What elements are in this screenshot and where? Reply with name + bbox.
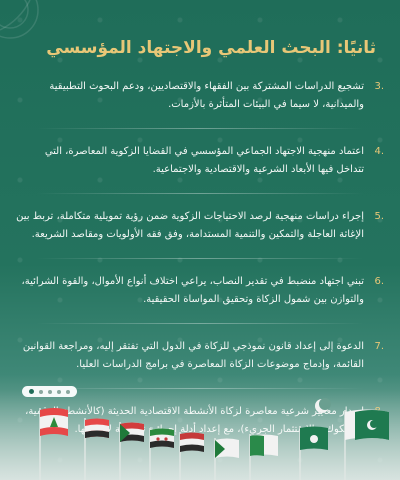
divider bbox=[36, 323, 364, 324]
flag-egypt-icon bbox=[85, 419, 109, 439]
item-text: اعتماد منهجية الاجتهاد الجماعي المؤسسي في القضايا الزكوية المعاصرة، التي تتداخل فيها الأبعاد الشرعية والاقتصادية والاجتماعية. bbox=[44, 146, 364, 175]
item-text: تبني اجتهاد منضبط في تقدير النصاب، يراعي اختلاف أنواع الأموال، والقوة الشرائية، والتوازن بين شمول الزكاة وتحقيق المواساة الحقيقية. bbox=[21, 276, 364, 305]
divider bbox=[36, 128, 364, 129]
item-number: 6. bbox=[374, 276, 384, 287]
divider bbox=[36, 193, 364, 194]
divider bbox=[36, 388, 364, 389]
item-text: الدعوة إلى إعداد قانون نموذجي للزكاة في الدول التي تفتقر إليه، ومراجعة القوانين القائمة، وإدماج موضوعات الزكاة المعاصرة في برامج الدراسات العليا. bbox=[22, 341, 364, 370]
section-title: ثانيًا: البحث العلمي والاجتهاد المؤسسي bbox=[46, 38, 376, 58]
item-text: إجراء دراسات منهجية لرصد الاحتياجات الزكوية ضمن رؤية تمويلية متكاملة، تربط بين الإغاثة العاجلة والتمكين والتنمية المستدامة، وفق فقه الأولويات ومقاصد الشريعة. bbox=[16, 211, 364, 240]
flag-pakistan-icon bbox=[345, 410, 389, 441]
divider bbox=[36, 258, 364, 259]
item-text: تشجيع الدراسات المشتركة بين الفقهاء والاقتصاديين، ودعم البحوث التطبيقية والميدانية، لا سيما في البيئات المتأثرة بالأزمات. bbox=[49, 81, 364, 110]
item-number: 3. bbox=[374, 81, 384, 92]
flags-illustration bbox=[0, 390, 400, 480]
list-item bbox=[16, 78, 384, 114]
flag-sudan-icon bbox=[215, 439, 239, 459]
flag-tunisia-icon bbox=[300, 427, 328, 451]
item-number: 4. bbox=[374, 146, 384, 157]
item-number: 5. bbox=[374, 211, 384, 222]
flag-syria-icon bbox=[150, 429, 174, 449]
list-item bbox=[16, 273, 384, 309]
flag-sudan-icon bbox=[120, 423, 144, 443]
item-number: 7. bbox=[374, 341, 384, 352]
flag-iraq-icon bbox=[180, 433, 204, 453]
list-item bbox=[16, 208, 384, 244]
flag-lebanon-icon bbox=[40, 408, 68, 436]
list-item bbox=[16, 143, 384, 179]
flag-algeria-icon bbox=[250, 435, 278, 457]
list-item bbox=[16, 338, 384, 374]
